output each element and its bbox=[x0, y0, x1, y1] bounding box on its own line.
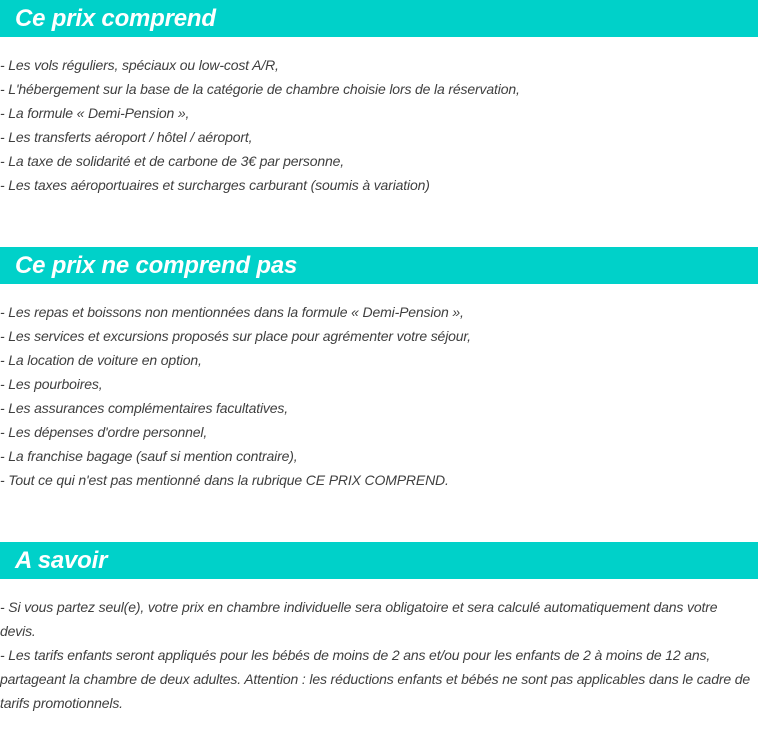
list-item: - La franchise bagage (sauf si mention contraire), bbox=[0, 448, 298, 464]
list-item: - La taxe de solidarité et de carbone de 3€ par personne, bbox=[0, 153, 345, 169]
section-header-included bbox=[0, 0, 758, 37]
list-item: - L'hébergement sur la base de la catégorie de chambre choisie lors de la réservation, bbox=[0, 81, 520, 97]
section-title-not-included: Ce prix ne comprend pas bbox=[15, 252, 298, 279]
list-item: - Tout ce qui n'est pas mentionné dans la rubrique CE PRIX COMPREND. bbox=[0, 472, 449, 488]
section-title-included: Ce prix comprend bbox=[15, 5, 216, 32]
list-item: - Les repas et boissons non mentionnées dans la formule « Demi-Pension », bbox=[0, 304, 464, 320]
list-item: - Les dépenses d'ordre personnel, bbox=[0, 424, 208, 440]
list-item: - Les tarifs enfants seront appliqués pour les bébés de moins de 2 ans et/ou pour les enfants de 2 à moins de 12 ans, partageant la chambre de deux adultes. Attention : les réductions enfants et bébés ne sont pas applicables dans le cadre de tarifs promotionnels. bbox=[0, 647, 750, 711]
list-item: - Les vols réguliers, spéciaux ou low-cost A/R, bbox=[0, 57, 279, 73]
list-item: - Si vous partez seul(e), votre prix en chambre individuelle sera obligatoire et sera calculé automatiquement dans votre devis. bbox=[0, 599, 718, 639]
section-header-not-included bbox=[0, 247, 758, 284]
list-item: - Les transferts aéroport / hôtel / aéroport, bbox=[0, 129, 253, 145]
list-item: - Les taxes aéroportuaires et surcharges carburant (soumis à variation) bbox=[0, 177, 430, 193]
list-item: - La location de voiture en option, bbox=[0, 352, 202, 368]
section-header-good-to-know bbox=[0, 542, 758, 579]
good-to-know-list bbox=[0, 595, 758, 715]
included-list bbox=[0, 53, 758, 197]
not-included-list bbox=[0, 300, 758, 492]
list-item: - Les services et excursions proposés sur place pour agrémenter votre séjour, bbox=[0, 328, 471, 344]
list-item: - Les pourboires, bbox=[0, 376, 103, 392]
section-title-good-to-know: A savoir bbox=[15, 547, 108, 574]
list-item: - Les assurances complémentaires facultatives, bbox=[0, 400, 289, 416]
list-item: - La formule « Demi-Pension », bbox=[0, 105, 190, 121]
